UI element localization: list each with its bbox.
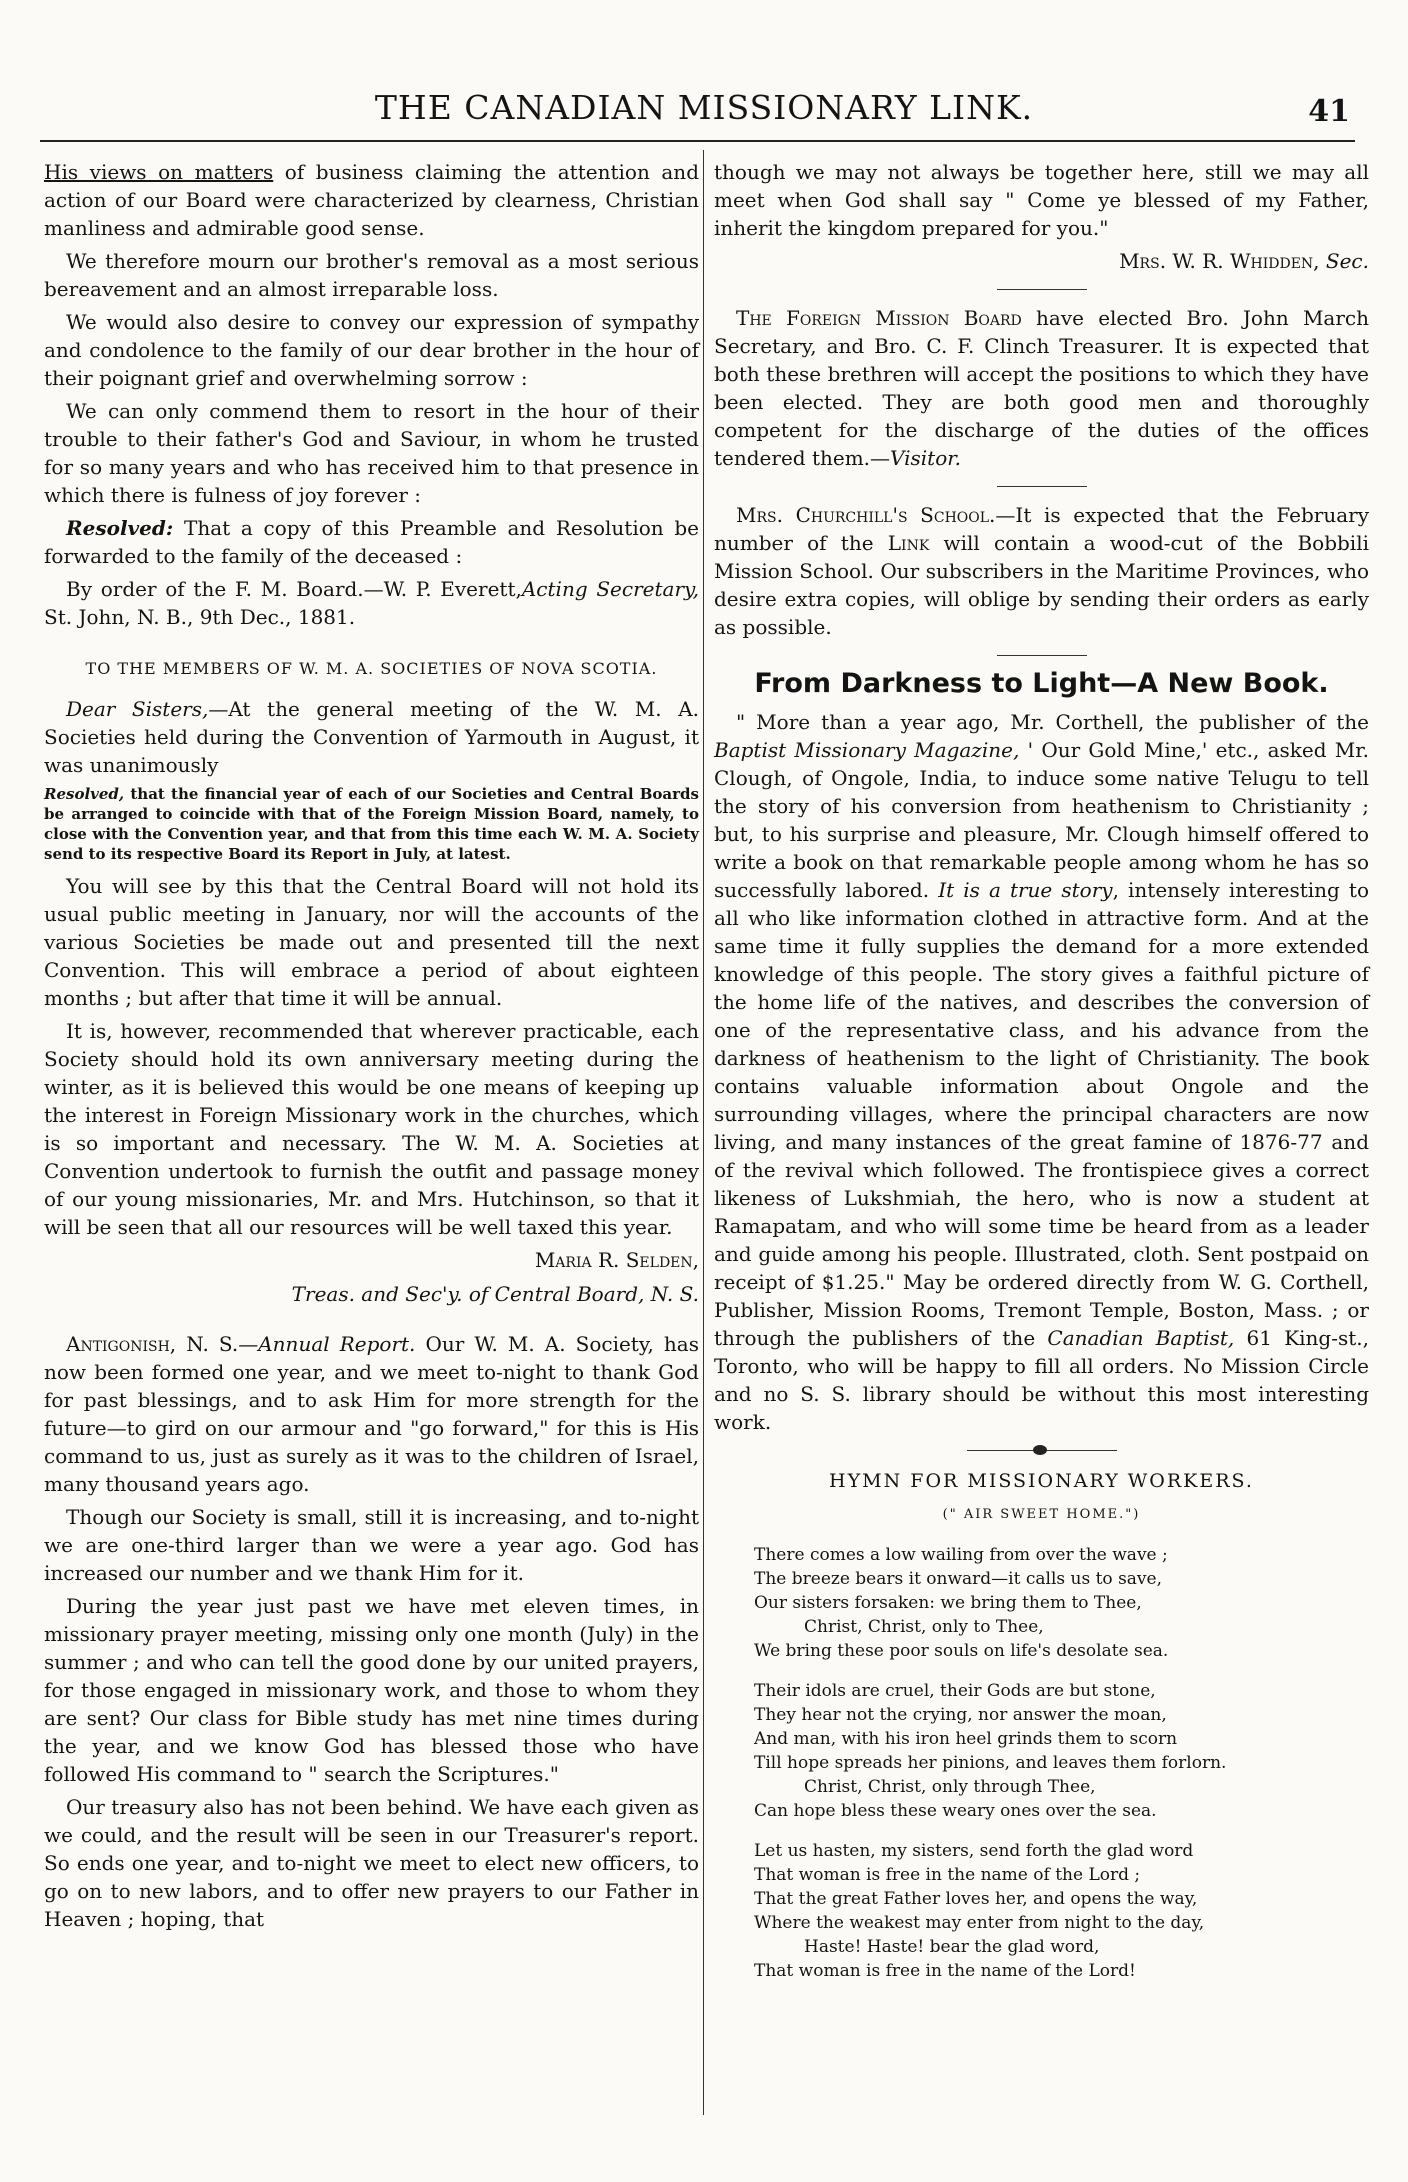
book-paragraph <box>714 708 1369 1436</box>
resolution-paragraph: We therefore mourn our brother's removal as a most serious bereavement and an almost irreparable loss. <box>44 249 699 301</box>
newspaper-title: Canadian Baptist, <box>1047 1326 1235 1350</box>
salutation: Dear Sisters, <box>66 697 209 721</box>
letter-paragraph <box>44 695 699 779</box>
book-heading: From Darkness to Light—A New Book. <box>754 668 1329 699</box>
book-text: 61 King-st., Toronto, who will be happy to fill all orders. No Mission Circle and no S. S. library should be without this most interesting work. <box>714 1326 1369 1434</box>
poem-line: That woman is free in the name of the Lord ; <box>754 1865 1141 1885</box>
signature-title: Treas. and Sec'y. of Central Board, N. S. <box>291 1282 699 1306</box>
order-place: St. John, N. B., 9th Dec., 1881. <box>44 605 356 629</box>
letter-text: —At the general meeting of the W. M. A. Societies held during the Convention of Yarmouth in August, it was unanimously <box>44 697 699 777</box>
magazine-title: Baptist Missionary Magazine, <box>714 738 1020 762</box>
resolution-small-print <box>44 784 699 864</box>
poem-line: Let us hasten, my sisters, send forth the glad word <box>754 1841 1194 1861</box>
page-number: 41 <box>1308 94 1350 129</box>
signature-name: Maria R. Selden, <box>534 1248 699 1272</box>
right-column <box>714 158 1369 1999</box>
antigonish-paragraph: During the year just past we have met eleven times, in missionary prayer meeting, missing only one month (July) in the summer ; and who can tell the good done by our united prayers, for those engaged in missionary work, and those to whom they are sent? Our class for Bible study has met nine times during the year, and we know God has blessed those who have followed His command to " search the Scriptures." <box>44 1594 699 1786</box>
item-text: have elected Bro. John March Secretary, and Bro. C. F. Clinch Treasurer. It is expected that both these brethren will accept the positions to which they have been elected. They are both good men and thoroughly competent for the discharge of the duties of the offices tendered them.— <box>714 306 1369 470</box>
mission-board-paragraph <box>714 304 1369 472</box>
report-text: Our W. M. A. Society, has now been formed one year, and we meet to-night to thank God for past blessings, and to ask Him for more strength for the future—to gird on our armour and "go forward," for this is His command to us, just as surely as it was to the children of Israel, many thousand years ago. <box>44 1332 699 1496</box>
item-lead: Mrs. Churchill's School. <box>736 503 996 527</box>
poem-line: There comes a low wailing from over the wave ; <box>754 1545 1168 1565</box>
poem-line: They hear not the crying, nor answer the moan, <box>754 1705 1167 1725</box>
report-place: Antigonish, N. S. <box>66 1332 239 1356</box>
item-text: —It is expected that the February number of the <box>714 503 1370 555</box>
nova-scotia-heading: TO THE MEMBERS OF W. M. A. SOCIETIES OF NOVA SCOTIA. <box>85 659 658 678</box>
poem-line: Christ, Christ, only through Thee, <box>804 1777 1096 1797</box>
stanza <box>754 1679 1369 1823</box>
order-title: Acting Secretary, <box>521 577 699 601</box>
order-line: By order of the F. M. Board.—W. P. Everett, <box>66 577 522 601</box>
column-divider <box>703 150 704 2115</box>
header-rule <box>40 140 1355 142</box>
book-text: " More than a year ago, Mr. Corthell, the publisher of the <box>736 710 1369 734</box>
continued-paragraph: though we may not always be together here, still we may all meet when God shall say " Come ye blessed of my Father, inherit the kingdom prepared for you." <box>714 160 1369 240</box>
poem-line: That woman is free in the name of the Lord! <box>754 1961 1136 1981</box>
poem-line: That the great Father loves her, and opens the way, <box>754 1889 1198 1909</box>
poem-line: Where the weakest may enter from night to the day, <box>754 1913 1205 1933</box>
item-lead: The Foreign Mission Board <box>736 306 1022 330</box>
antigonish-paragraph <box>44 1330 699 1498</box>
book-text: ' Our Gold Mine,' etc., asked Mr. Clough, of Ongole, India, to induce some native Telugu to tell the story of his conversion from heathenism to Christianity ; but, to his surprise and pleasure, Mr. Clough himself offered to write a book on that remarkable people among whom he has so successfully labored. <box>714 738 1370 902</box>
resolved-word: Resolved, <box>44 785 125 803</box>
stanza <box>754 1543 1369 1663</box>
ornament-rule <box>967 1450 1117 1451</box>
signature-name: Mrs. W. R. Whidden, <box>1119 249 1320 273</box>
poem-line: Christ, Christ, only to Thee, <box>804 1617 1044 1637</box>
masthead-title: THE CANADIAN MISSIONARY LINK. <box>374 88 1034 127</box>
stanza <box>754 1839 1369 1983</box>
order-signature <box>44 575 699 631</box>
resolved-text: that the financial year of each of our Societies and Central Boards be arranged to coincide with that of the Foreign Mission Board, namely, to close with the Convention year, and that from this time each W. M. A. Society send to its respective Board its Report in July, at latest. <box>44 785 699 863</box>
left-column <box>44 158 699 1938</box>
poem-line: Haste! Haste! bear the glad word, <box>804 1937 1100 1957</box>
resolved-word: Resolved: <box>66 516 174 540</box>
report-label: —Annual Report. <box>238 1332 416 1356</box>
resolution-lead: His views on matters <box>44 160 274 184</box>
poem-line: Can hope bless these weary ones over the sea. <box>754 1801 1157 1821</box>
poem-line: Till hope spreads her pinions, and leaves them forlorn. <box>754 1753 1227 1773</box>
poem-line: The breeze bears it onward—it calls us to save, <box>754 1569 1162 1589</box>
ornament-icon <box>1033 1445 1047 1455</box>
resolved-paragraph <box>44 514 699 570</box>
link-word: Link <box>887 531 930 555</box>
hymn-air: (" AIR SWEET HOME.") <box>942 1507 1141 1522</box>
book-text: , intensely interesting to all who like information clothed in attractive form. And at the same time it fully supplies the demand for a more extended knowledge of this people. The story gives a faithful picture of the home life of the natives, and describes the conversion of one of the representative class, and his advance from the darkness of heathenism to the light of Christianity. The book contains valuable information about Ongole and the surrounding villages, where the principal characters are now living, and many instances of the great famine of 1876-77 and of the revival which followed. The frontispiece gives a correct likeness of Lukshmiah, the hero, who is now a student at Ramapatam, and who will some time be heard from as a leader and guide among his people. Illustrated, cloth. Sent postpaid on receipt of $1.25." May be ordered directly from W. G. Corthell, Publisher, Mission Rooms, Tremont Temple, Boston, Mass. ; or through the publishers of the <box>714 878 1370 1350</box>
letter-paragraph: You will see by this that the Central Board will not hold its usual public meeting in January, nor will the accounts of the various Societies be made out and presented till the next Convention. This will embrace a period of about eighteen months ; but after that time it will be annual. <box>44 874 699 1010</box>
section-rule <box>997 655 1087 656</box>
poem-line: And man, with his iron heel grinds them to scorn <box>754 1729 1178 1749</box>
hymn-title: HYMN FOR MISSIONARY WORKERS. <box>829 1470 1254 1492</box>
resolution-paragraph <box>44 158 699 242</box>
antigonish-paragraph: Though our Society is small, still it is increasing, and to-night we are one-third larger than we were a year ago. God has increased our number and we thank Him for it. <box>44 1505 699 1585</box>
section-rule <box>997 289 1087 290</box>
item-text: will contain a wood-cut of the Bobbili Mission School. Our subscribers in the Maritime Provinces, who desire extra copies, will oblige by sending their orders as early as possible. <box>714 531 1369 639</box>
resolved-text: That a copy of this Preamble and Resolution be forwarded to the family of the deceased : <box>44 516 699 568</box>
item-source: Visitor. <box>890 446 961 470</box>
signature-title: Sec. <box>1325 249 1369 273</box>
section-rule <box>997 486 1087 487</box>
poem-line: Our sisters forsaken: we bring them to Thee, <box>754 1593 1142 1613</box>
resolution-paragraph: We would also desire to convey our expression of sympathy and condolence to the family of our dear brother in the hour of their poignant grief and overwhelming sorrow : <box>44 310 699 390</box>
antigonish-paragraph: Our treasury also has not been behind. We have each given as we could, and the result will be seen in our Treasurer's report. So ends one year, and to-night we meet to elect new officers, to go on to new labors, and to offer new prayers to our Father in Heaven ; hoping, that <box>44 1795 699 1931</box>
school-paragraph <box>714 501 1369 641</box>
whidden-signature <box>714 247 1369 275</box>
resolution-text: of business claiming the attention and action of our Board were characterized by clearness, Christian manliness and admirable good sense. <box>44 160 699 240</box>
book-emphasis: It is a true story <box>938 878 1113 902</box>
hymn-poem <box>754 1543 1369 1983</box>
resolution-paragraph: We can only commend them to resort in the hour of their trouble to their father's God and Saviour, in whom he trusted for so many years and who has received him to that presence in which there is fulness of joy forever : <box>44 399 699 507</box>
poem-line: Their idols are cruel, their Gods are but stone, <box>754 1681 1156 1701</box>
letter-paragraph: It is, however, recommended that wherever practicable, each Society should hold its own anniversary meeting during the winter, as it is believed this would be one means of keeping up the interest in Foreign Missionary work in the churches, which is so important and necessary. The W. M. A. Societies at Convention undertook to furnish the outfit and passage money of our young missionaries, Mr. and Mrs. Hutchinson, so that it will be seen that all our resources will be well taxed this year. <box>44 1019 699 1239</box>
poem-line: We bring these poor souls on life's desolate sea. <box>754 1641 1169 1661</box>
